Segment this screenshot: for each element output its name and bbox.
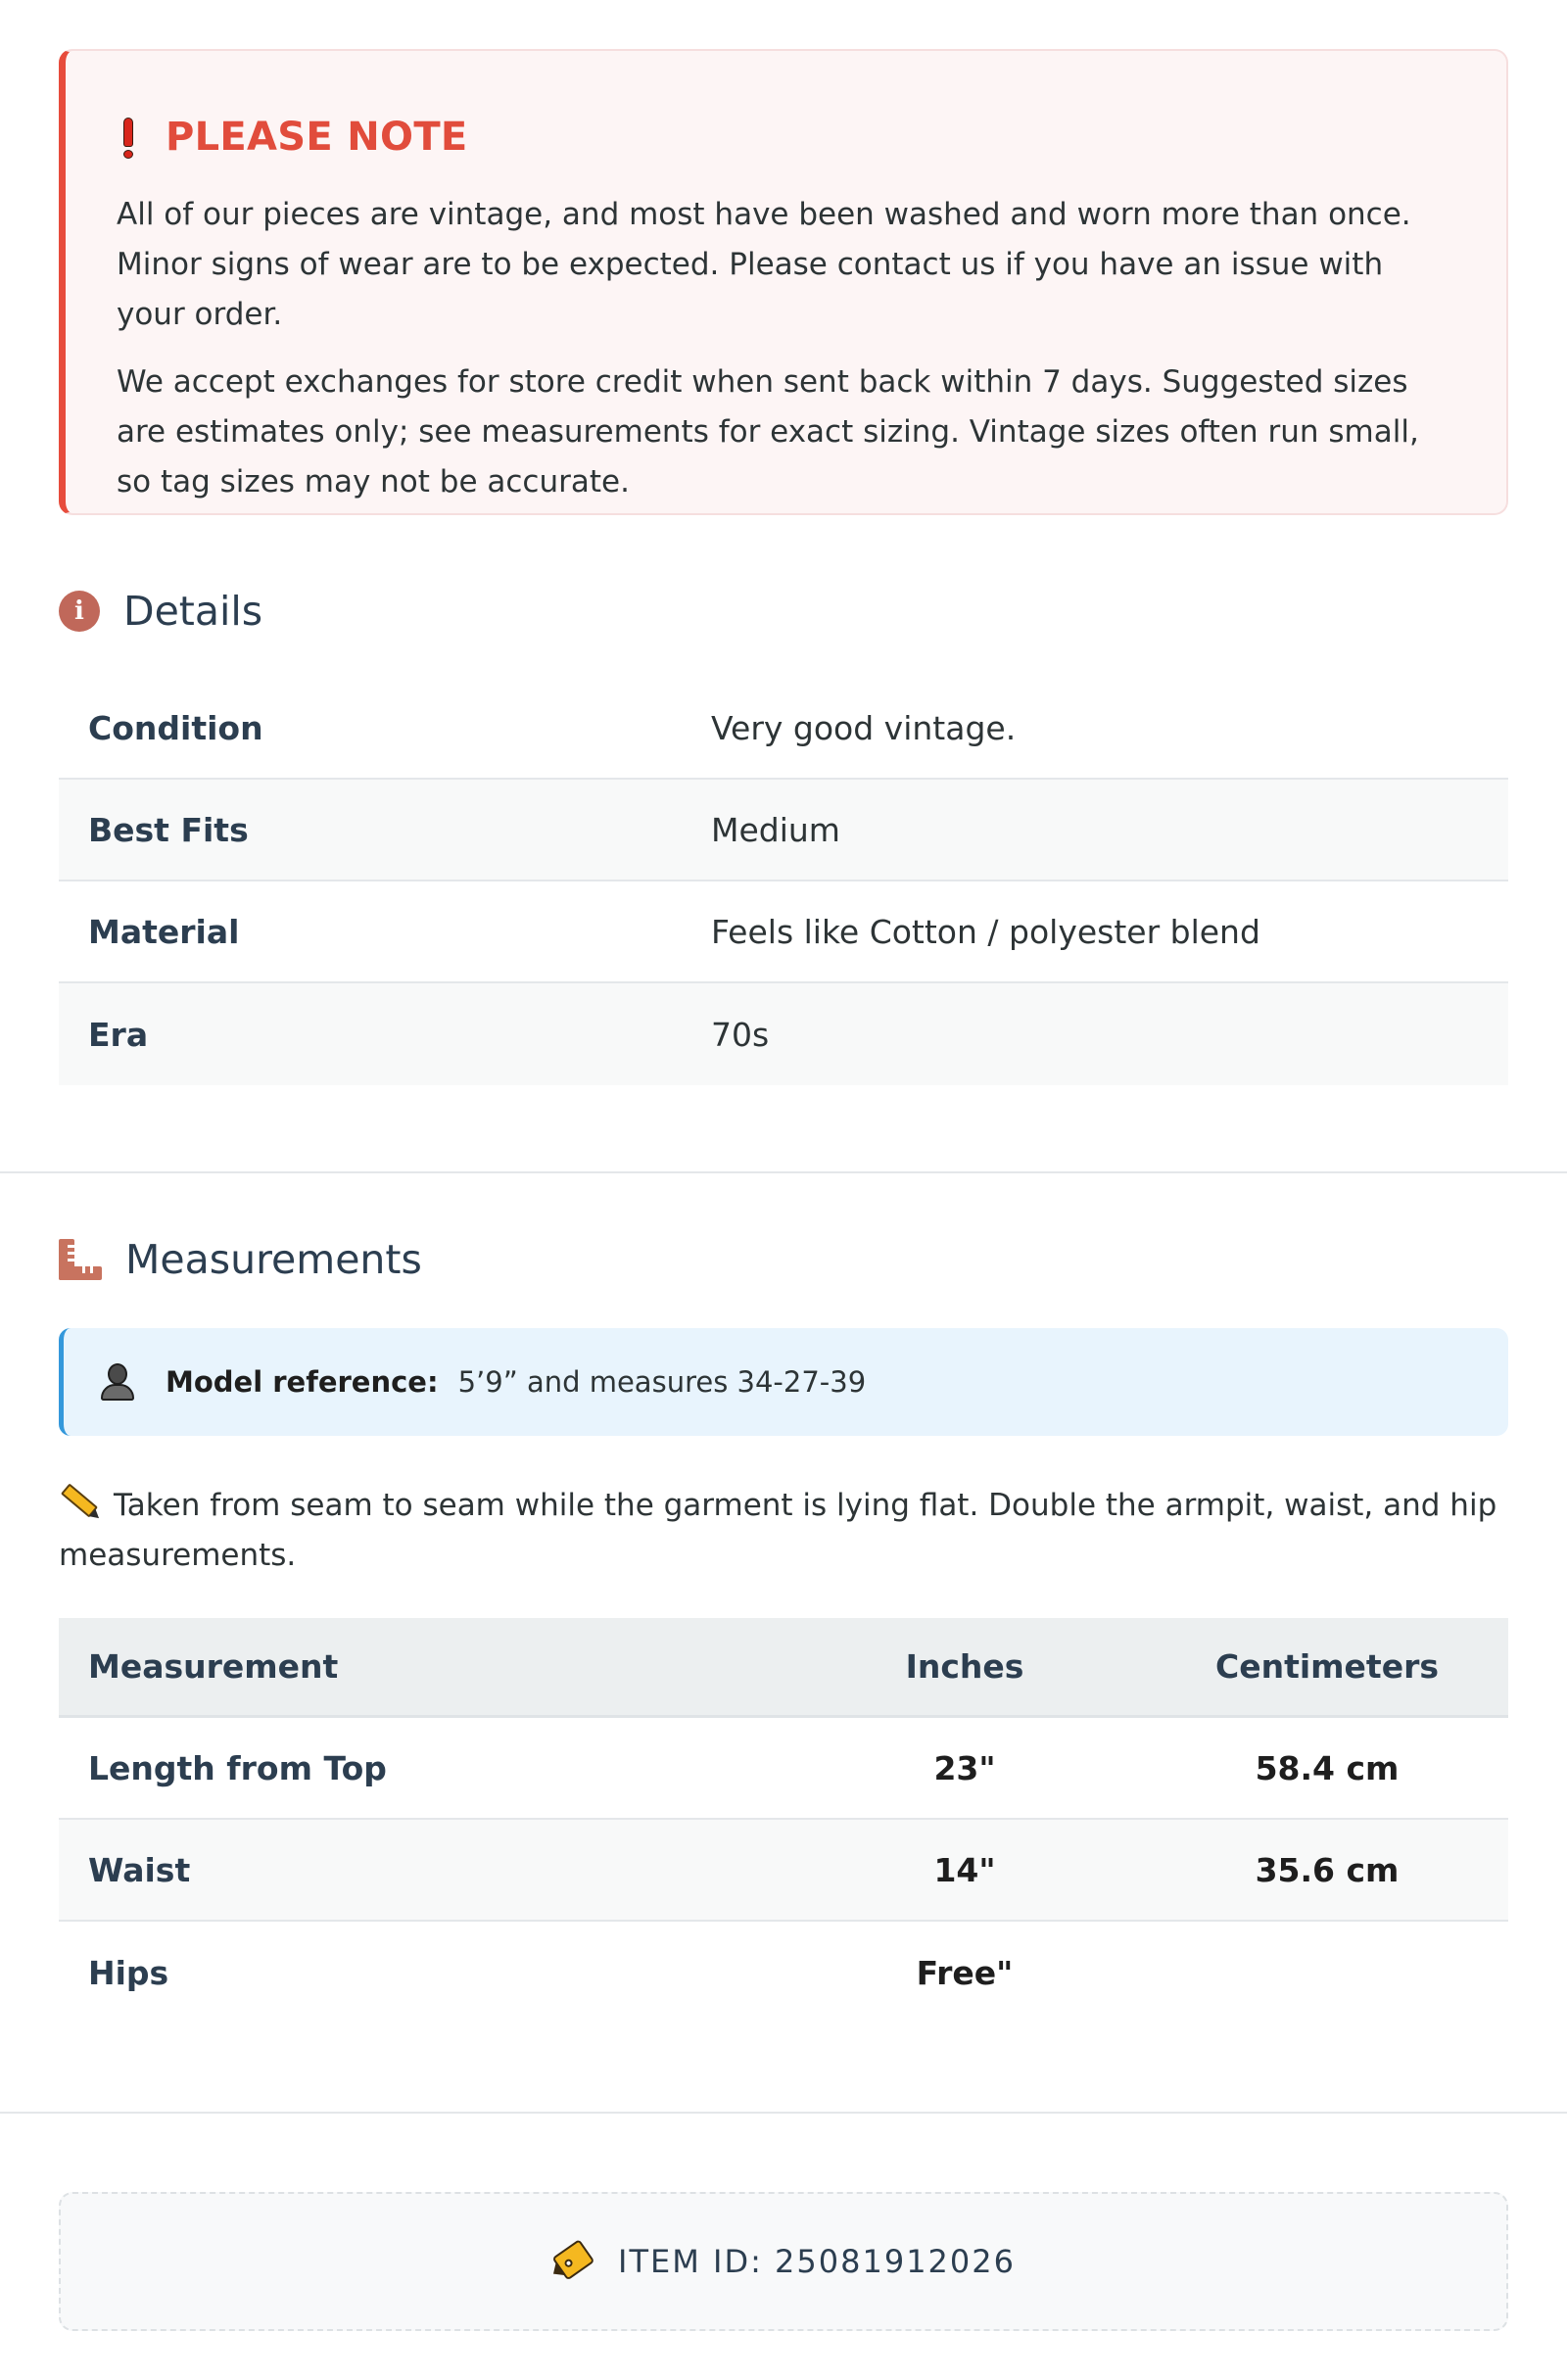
detail-value: 70s [711, 1015, 770, 1054]
table-row [59, 1820, 1508, 1922]
model-reference-label: Model reference: [166, 1365, 439, 1399]
details-header [59, 588, 262, 635]
detail-value: Very good vintage. [711, 708, 1017, 747]
tag-icon [546, 2237, 595, 2285]
measurement-tip-text: Taken from seam to seam while the garment is lying flat. Double the armpit, waist, and hip measurements. [59, 1488, 1497, 1573]
please-note-title: PLEASE NOTE [166, 115, 468, 160]
table-row [59, 780, 1508, 881]
please-note-box [59, 49, 1508, 515]
pencil-icon [61, 1483, 98, 1517]
detail-value: Medium [711, 810, 840, 849]
measurement-cm: 35.6 cm [1255, 1850, 1400, 1889]
model-reference-value: 5’9” and measures 34-27-39 [457, 1365, 867, 1399]
measurements-title: Measurements [125, 1236, 422, 1283]
detail-label: Era [88, 1015, 149, 1054]
measurement-inches: 14" [933, 1850, 996, 1889]
detail-value: Feels like Cotton / polyester blend [711, 912, 1260, 951]
table-row [59, 983, 1508, 1085]
details-title: Details [123, 588, 263, 635]
person-icon [101, 1363, 134, 1401]
measurements-table [59, 1618, 1508, 2023]
detail-label: Best Fits [88, 810, 249, 849]
model-reference-box [59, 1328, 1508, 1436]
measurement-cm: 58.4 cm [1255, 1748, 1400, 1787]
table-row [59, 678, 1508, 780]
measurement-inches: 23" [933, 1748, 996, 1787]
exclamation-icon [117, 116, 140, 159]
info-icon: i [59, 591, 100, 632]
note-paragraph-1: All of our pieces are vintage, and most have been washed and worn more than once. Minor signs of wear are to be expected. Please contact us if you have an issue with your order. [117, 197, 1411, 332]
measurement-tip [59, 1481, 1508, 1581]
item-id: ITEM ID: 25081912026 [618, 2243, 1016, 2280]
table-row [59, 881, 1508, 983]
section-divider [0, 2112, 1567, 2114]
section-divider [0, 1171, 1567, 1173]
measurement-inches: Free" [916, 1953, 1014, 1992]
detail-label: Material [88, 912, 240, 951]
please-note-header [117, 112, 1453, 163]
measurements-header [59, 1236, 422, 1283]
detail-label: Condition [88, 708, 263, 747]
measurement-name: Hips [88, 1953, 169, 1992]
note-paragraph-2: We accept exchanges for store credit when sent back within 7 days. Suggested sizes are estimates only; see measurements for exact sizing. Vintage sizes often run small, so tag sizes may not be accurate. [117, 364, 1419, 500]
table-row [59, 1718, 1508, 1820]
item-id-box [59, 2192, 1508, 2331]
column-header-inches: Inches [905, 1647, 1024, 1686]
column-header-measurement: Measurement [88, 1647, 339, 1686]
measurement-name: Length from Top [88, 1748, 387, 1787]
ruler-icon [59, 1239, 102, 1280]
table-row [59, 1922, 1508, 2023]
column-header-centimeters: Centimeters [1214, 1647, 1440, 1686]
details-table [59, 678, 1508, 1085]
table-header-row [59, 1618, 1508, 1718]
measurement-name: Waist [88, 1850, 191, 1889]
